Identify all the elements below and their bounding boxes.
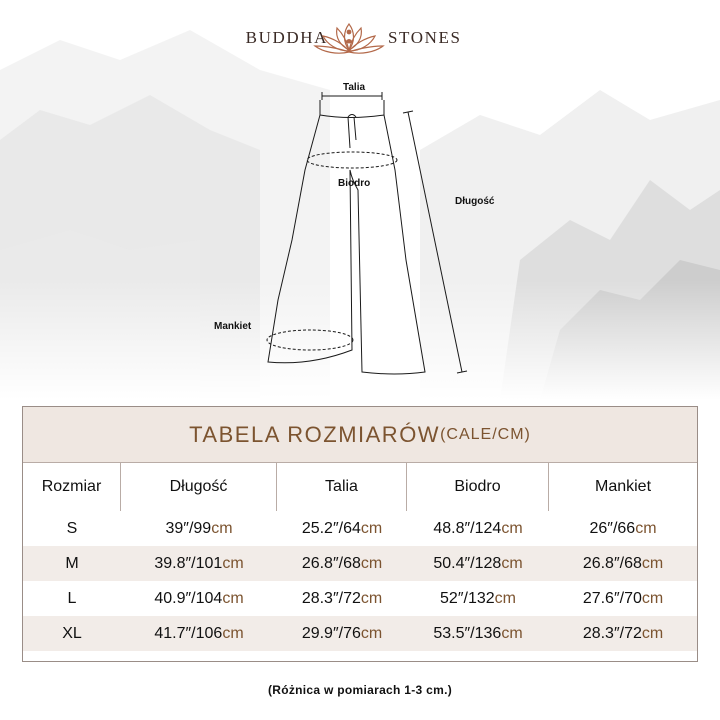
size-cell: M <box>65 554 79 572</box>
length-cell: 39″/99 cm <box>165 519 233 537</box>
length-label: Długość <box>455 196 495 207</box>
header-waist: Talia <box>277 463 407 511</box>
header-hip: Biodro <box>407 463 549 511</box>
pants-measurement-diagram <box>0 60 720 390</box>
table-header-row <box>23 462 697 511</box>
hip-cell: 48.8″/124 cm <box>433 519 523 537</box>
brand-logo <box>0 18 720 58</box>
waist-cell: 28.3″/72 cm <box>301 589 383 607</box>
hip-label: Biodro <box>338 178 371 189</box>
table-row <box>23 581 697 616</box>
header-length: Długość <box>121 463 277 511</box>
table-title <box>23 407 697 462</box>
waist-cell: 25.2″/64 cm <box>301 519 383 537</box>
table-row <box>23 511 697 546</box>
length-measure-line <box>408 112 462 372</box>
cuff-label: Mankiet <box>214 321 252 332</box>
lotus-buddha-icon <box>313 18 385 58</box>
table-row <box>23 546 697 581</box>
brand-name-right: STONES <box>388 28 462 47</box>
table-title-text: TABELA ROZMIARÓW <box>189 421 441 447</box>
brand-name-left: BUDDHA <box>245 28 328 47</box>
cuff-measure-ellipse <box>267 330 353 350</box>
cuff-cell: 26″/66 cm <box>589 519 657 537</box>
hip-cell: 52″/132 cm <box>440 589 516 607</box>
length-cell: 40.9″/104 cm <box>154 589 244 607</box>
table-title-unit: (CALE/CM) <box>440 425 531 443</box>
header-size: Rozmiar <box>23 463 121 511</box>
hip-cell: 50.4″/128 cm <box>433 554 523 572</box>
table-row <box>23 616 697 651</box>
measurement-tolerance-note: (Różnica w pomiarach 1-3 cm.) <box>267 683 453 697</box>
waist-cell: 26.8″/68 cm <box>301 554 383 572</box>
size-chart-table <box>22 406 698 662</box>
size-cell: S <box>66 519 78 537</box>
hip-measure-ellipse <box>307 152 397 168</box>
cuff-cell: 28.3″/72 cm <box>582 624 664 642</box>
header-cuff: Mankiet <box>594 478 652 495</box>
pants-outline <box>268 115 425 374</box>
length-cell: 41.7″/106 cm <box>154 624 244 642</box>
cuff-cell: 27.6″/70 cm <box>582 589 664 607</box>
waist-cell: 29.9″/76 cm <box>301 624 383 642</box>
length-cell: 39.8″/101 cm <box>154 554 244 572</box>
waist-label: Talia <box>343 82 366 93</box>
cuff-cell: 26.8″/68 cm <box>582 554 664 572</box>
drawstring <box>348 115 356 149</box>
size-cell: XL <box>62 624 82 642</box>
hip-cell: 53.5″/136 cm <box>433 624 523 642</box>
size-cell: L <box>67 589 77 607</box>
